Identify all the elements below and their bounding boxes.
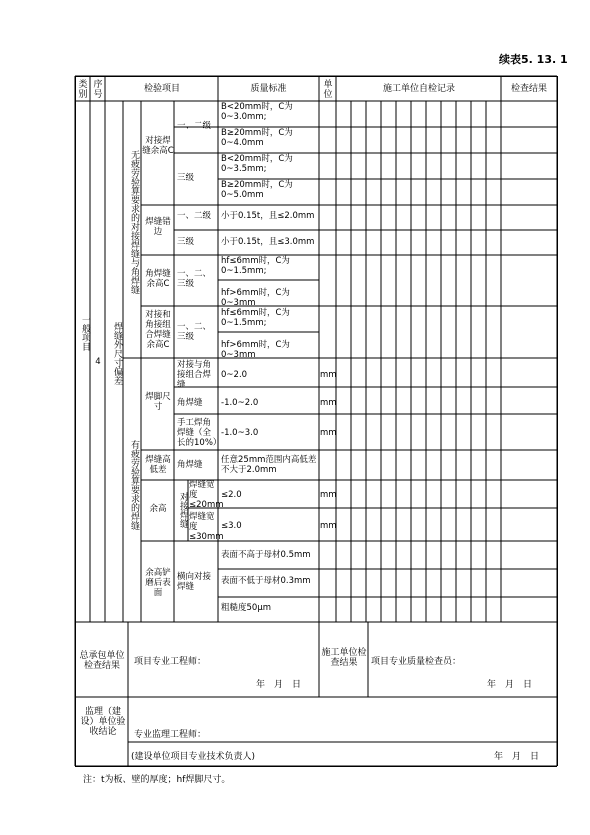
std-f1: hf≤6mm时，C为0~1.5mm; [221, 256, 290, 276]
fillet-label: 角焊缝余高C [145, 269, 171, 289]
reinf-label: 余高 [149, 504, 167, 514]
std-h: 任意25mm范围内高低差不大于2.0mm [221, 455, 317, 475]
std-mis2: 小于0.15t，且≤3.0mm [221, 237, 315, 247]
header-self-check: 施工单位自检记录 [382, 84, 455, 94]
misalign-label: 焊缝错边 [145, 217, 171, 237]
supervisor-engineer: 专业监理工程师： [134, 730, 207, 740]
std-f2: hf>6mm时，C为0~3mm [221, 288, 290, 308]
std-g2: 表面不低于母材0.3mm [221, 576, 311, 586]
fillet-grade-label: 一、二、三级 [177, 269, 212, 289]
leg2-label: 角焊缝 [177, 398, 203, 408]
combo-label: 对接和角接组合焊缝余高C [145, 310, 171, 350]
height-label: 焊缝高低差 [145, 455, 171, 475]
table-title: 续表5. 13. 1 [499, 53, 568, 66]
grind-label: 余高铲磨后表面 [145, 568, 171, 598]
std-l2: -1.0~2.0 [221, 398, 259, 408]
header-standard: 质量标准 [250, 84, 287, 94]
combo-grade-label: 一、二、三级 [177, 322, 212, 342]
sub-b-label: 有疲劳验算要求的焊缝 [129, 440, 139, 530]
std-mis1: 小于0.15t，且≤2.0mm [221, 211, 315, 221]
contractor-label: 总承包单位检查结果 [79, 651, 125, 671]
mis-grade12-label: 一、二级 [177, 211, 212, 221]
contractor-date: 年 月 日 [256, 680, 302, 690]
header-result: 检查结果 [510, 84, 547, 94]
std-w1: ≤2.0 [221, 490, 242, 500]
sub-a-label: 无疲劳验算要求的对接焊缝与角焊缝 [129, 150, 139, 294]
grind-sub-label: 横向对接焊缝 [177, 572, 212, 592]
std-a4: B≥20mm时，C为0~5.0mm [221, 180, 293, 200]
header-item: 检验项目 [143, 84, 180, 94]
std-a2: B≥20mm时，C为0~4.0mm [221, 128, 293, 148]
construction-date: 年 月 日 [487, 680, 533, 690]
header-unit: 单位 [323, 80, 333, 100]
contractor-engineer: 项目专业工程师： [134, 657, 207, 667]
std-c2: hf>6mm时，C为0~3mm [221, 340, 290, 360]
quality-inspector: 项目专业质量检查员： [371, 657, 462, 667]
std-g3: 粗糙度50μm [221, 603, 272, 613]
std-w2: ≤3.0 [221, 521, 242, 531]
std-g1: 表面不高于母材0.5mm [221, 550, 311, 560]
mis-grade3-label: 三级 [177, 237, 195, 247]
w2-label: 焊缝宽度≤30mm [189, 512, 224, 542]
reinf-sub-label: 对接焊缝 [178, 492, 188, 528]
owner-rep: (建设单位项目专业技术负责人) [131, 752, 256, 762]
std-c1: hf≤6mm时，C为0~1.5mm; [221, 308, 290, 328]
header-seq: 序号 [93, 80, 103, 100]
category-value: 一般项目 [80, 315, 90, 351]
std-a3: B<20mm时，C为0~3.5mm; [221, 154, 293, 174]
unit-l2: mm [320, 398, 337, 408]
height-sub-label: 角焊缝 [177, 460, 203, 470]
construction-label: 施工单位检查结果 [321, 648, 367, 668]
std-a1: B<20mm时，C为0~3.0mm; [221, 102, 293, 122]
w1-label: 焊缝宽度≤20mm [189, 480, 224, 510]
supervisor-label: 监理（建设）单位验收结论 [80, 707, 126, 737]
leg-label: 焊脚尺寸 [145, 392, 171, 412]
grade12-label: 一、二级 [177, 121, 212, 131]
unit-w2: mm [320, 521, 337, 531]
unit-l3: mm [320, 428, 337, 438]
leg1-label: 对接与角接组合焊缝 [177, 360, 212, 390]
grade3-label: 三级 [177, 173, 195, 183]
unit-l1: mm [320, 370, 337, 380]
footnote: 注：t为板、壁的厚度；hf焊脚尺寸。 [83, 775, 231, 785]
supervisor-date: 年 月 日 [494, 752, 540, 762]
header-category: 类别 [78, 80, 88, 100]
std-l1: 0~2.0 [221, 370, 248, 380]
butt-reinf-label: 对接焊缝余高C [142, 136, 174, 156]
leg3-label: 手工焊角焊缝（全长的10%） [177, 418, 222, 448]
std-l3: -1.0~3.0 [221, 428, 259, 438]
unit-w1: mm [320, 490, 337, 500]
seq-value: 4 [95, 357, 101, 367]
group-main: 焊缝外尺寸偏差 [112, 322, 122, 385]
